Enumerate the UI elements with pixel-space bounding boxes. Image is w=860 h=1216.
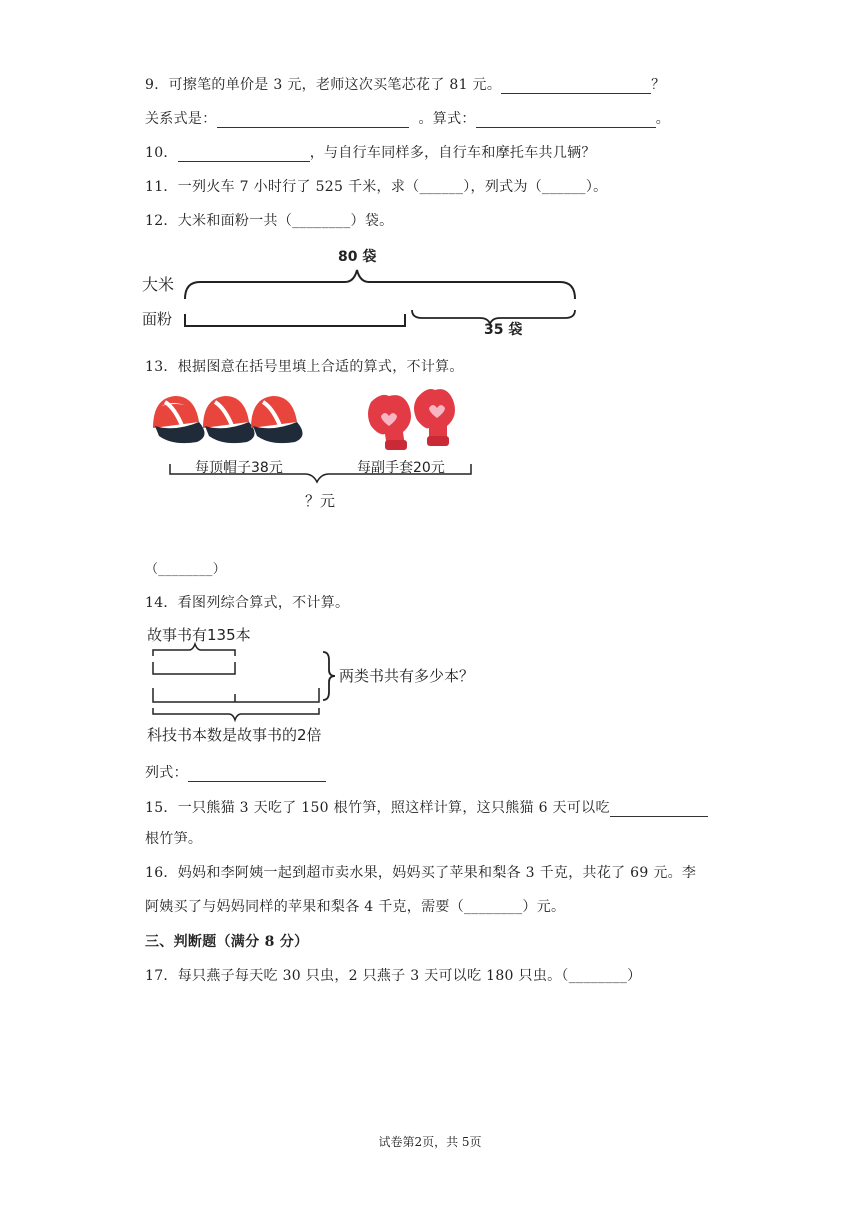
- question-9-end: ？: [651, 77, 666, 93]
- question-15-text: 15．一只熊猫 3 天吃了 150 根竹笋，照这样计算，这只熊猫 6 天可以吃: [145, 800, 610, 816]
- part-label: 35 袋: [484, 322, 523, 338]
- total-question: ？元: [305, 492, 336, 510]
- story-brace: [153, 644, 235, 656]
- question-15-line-1: [145, 797, 708, 817]
- question-12: 12．大米和面粉一共（________）袋。: [145, 213, 394, 229]
- gloves-caption: 每副手套20元: [357, 460, 445, 476]
- cap-icon: [153, 396, 205, 443]
- story-label: 故事书有135本: [147, 626, 251, 644]
- glove-icon: [368, 395, 411, 450]
- caps-gloves-diagram: [145, 384, 485, 514]
- relation-label: 关系式是：: [145, 111, 217, 127]
- question-9-line-1: [145, 74, 665, 94]
- question-10: [145, 142, 596, 162]
- section-title: 三、判断题（满分 8 分）: [145, 934, 309, 950]
- total-label: 80 袋: [338, 249, 377, 265]
- question-9-line-2: [145, 108, 670, 128]
- formula-blank[interactable]: [476, 113, 656, 128]
- question-15-line-2: 根竹笋。: [145, 831, 203, 847]
- cap-icon: [251, 396, 303, 443]
- glove-icon: [414, 389, 455, 446]
- books-diagram: [145, 622, 495, 747]
- formula-label: 列式：: [145, 765, 188, 781]
- tech-brace: [153, 708, 319, 720]
- flour-label: 面粉: [142, 310, 173, 328]
- question-14: 14．看图列综合算式，不计算。: [145, 595, 350, 611]
- question-17: 17．每只燕子每天吃 30 只虫，2 只燕子 3 天可以吃 180 只虫。（________）: [145, 968, 642, 984]
- cap-icon: [203, 396, 255, 443]
- question-9-text: 9．可擦笔的单价是 3 元，老师这次买笔芯花了 81 元。: [145, 77, 502, 93]
- period: 。: [655, 111, 671, 127]
- answer-blank[interactable]: [178, 147, 310, 162]
- question-13-answer[interactable]: （________）: [145, 562, 226, 577]
- total-label: 两类书共有多少本？: [339, 667, 475, 685]
- question-10-number: 10．: [145, 145, 178, 161]
- relation-blank[interactable]: [217, 113, 409, 128]
- flour-bar: [185, 314, 405, 326]
- question-14-formula: [145, 762, 326, 782]
- total-brace: [323, 652, 335, 700]
- rice-label: 大米: [142, 275, 175, 294]
- total-brace: [185, 270, 575, 299]
- formula-label: 。算式：: [418, 111, 476, 127]
- question-13: 13．根据图意在括号里填上合适的算式，不计算。: [145, 359, 464, 375]
- tech-bar: [153, 688, 319, 702]
- question-10-text: ，与自行车同样多，自行车和摩托车共几辆？: [309, 145, 596, 161]
- formula-blank[interactable]: [188, 767, 326, 782]
- question-16-line-2: 阿姨买了与妈妈同样的苹果和梨各 4 千克，需要（________）元。: [145, 899, 566, 915]
- question-11: 11．一列火车 7 小时行了 525 千米，求（______），列式为（______）。: [145, 179, 608, 195]
- answer-blank[interactable]: [501, 79, 651, 94]
- story-bar: [153, 662, 235, 674]
- tech-label: 科技书本数是故事书的2倍: [147, 726, 322, 744]
- answer-blank[interactable]: [610, 802, 708, 817]
- caps-caption: 每顶帽子38元: [195, 460, 283, 476]
- question-16-line-1: 16．妈妈和李阿姨一起到超市卖水果，妈妈买了苹果和梨各 3 千克，共花了 69 元。李: [145, 865, 697, 881]
- rice-flour-diagram: [140, 244, 590, 340]
- page-footer: 试卷第2页，共 5页: [378, 1135, 482, 1149]
